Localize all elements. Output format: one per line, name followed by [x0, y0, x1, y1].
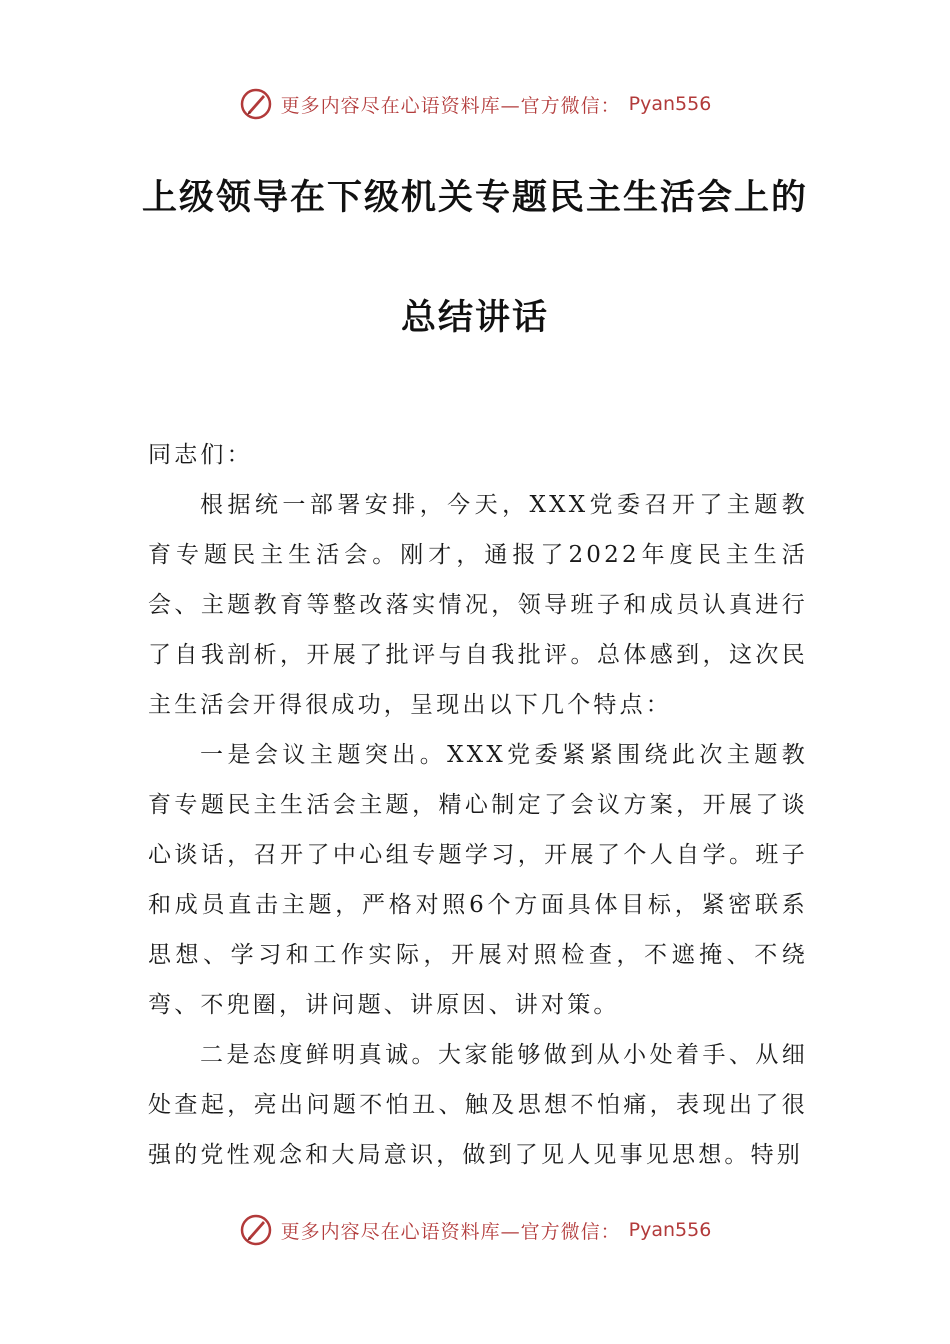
- watermark-wechat-id: Pyan556: [628, 93, 712, 115]
- watermark-text: 更多内容尽在心语资料库—官方微信：: [280, 94, 621, 117]
- watermark-wechat-id: Pyan556: [628, 1219, 712, 1241]
- salutation: 同志们：: [148, 442, 253, 468]
- document-title-line-1: 上级领导在下级机关专题民主生活会上的: [141, 178, 808, 218]
- quill-logo-icon: [239, 87, 273, 121]
- paragraph: 一是会议主题突出。XXX党委紧紧围绕此次主题教育专题民主生活会主题，精心制定了会议方案，开展了谈心谈话，召开了中心组专题学习，开展了个人自学。班子和成员直击主题，严格对照6个方面具体目标，紧密联系思想、学习和工作实际，开展对照检查，不遮掩、不绕弯、不兜圈，讲问题、讲原因、讲对策。: [148, 742, 808, 1018]
- paragraph: 根据统一部署安排，今天，XXX党委召开了主题教育专题民主生活会。刚才，通报了2022年度民主生活会、主题教育等整改落实情况，领导班子和成员认真进行了自我剖析，开展了批评与自我批评。总体感到，这次民主生活会开得很成功，呈现出以下几个特点：: [148, 492, 808, 718]
- paragraph: 二是态度鲜明真诚。大家能够做到从小处着手、从细处查起，亮出问题不怕丑、触及思想不怕痛，表现出了很强的党性观念和大局意识，做到了见人见事见思想。特别: [148, 1042, 808, 1168]
- footer-watermark: [0, 1210, 950, 1250]
- header-watermark: [0, 84, 950, 124]
- watermark-text: 更多内容尽在心语资料库—官方微信：: [280, 1220, 621, 1243]
- document-title-line-2: 总结讲话: [400, 298, 549, 338]
- quill-logo-icon: [239, 1213, 273, 1247]
- document-body: [148, 430, 808, 1180]
